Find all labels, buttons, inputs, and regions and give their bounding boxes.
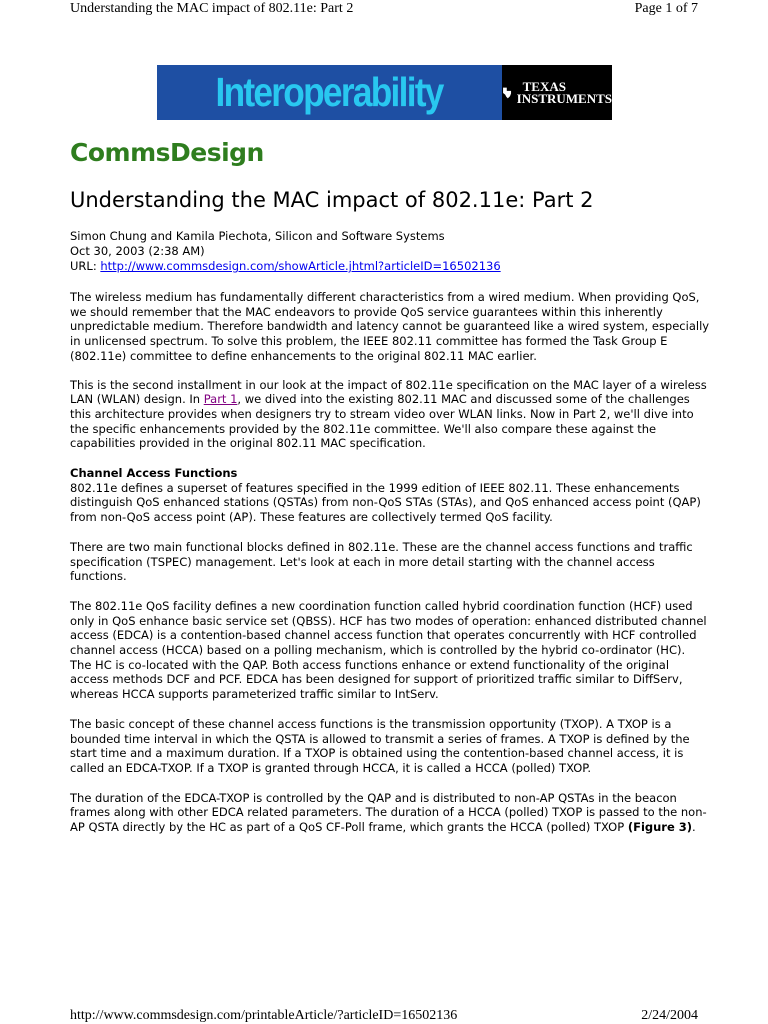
article-title: Understanding the MAC impact of 802.11e: Part 2 bbox=[70, 188, 594, 212]
advertisement-banner[interactable] bbox=[157, 65, 612, 120]
page-indicator: Page 1 of 7 bbox=[634, 1, 698, 16]
article-body bbox=[70, 290, 710, 850]
article-meta bbox=[70, 229, 710, 274]
print-date: 2/24/2004 bbox=[641, 1008, 698, 1023]
printable-url: http://www.commsdesign.com/printableArticle/?articleID=16502136 bbox=[70, 1008, 458, 1023]
article-authors: Simon Chung and Kamila Piechota, Silicon and Software Systems bbox=[70, 229, 445, 243]
sponsor-line2: INSTRUMENTS bbox=[516, 90, 612, 106]
paragraph-text: This is the second installment in our look at the impact of 802.11e specification on the MAC layer of a wireless LAN (WLAN) design. In bbox=[70, 377, 707, 407]
ad-interoperability[interactable] bbox=[157, 65, 502, 120]
sponsor-line1: TEXAS bbox=[522, 78, 566, 94]
part1-link[interactable]: Part 1 bbox=[203, 392, 238, 407]
paragraph-text: , we dived into the existing 802.11 MAC and discussed some of the challenges this architecture provides when designers try to stream video over WLAN links. Now in Part 2, we'll dive into the specific enhancements provided by the 802.11e committee. We'll also compare these against the capabilities provided in the original 802.11 MAC specification. bbox=[70, 392, 694, 451]
sponsor-logo[interactable] bbox=[502, 65, 612, 120]
page-header bbox=[70, 0, 698, 18]
paragraph-intro: The wireless medium has fundamentally different characteristics from a wired medium. When providing QoS, we should remember that the MAC endeavors to provide QoS service guarantees within this inherently unpredictable medium. Therefore bandwidth and latency cannot be guaranteed like a wired system, especially in unlicensed spectrum. To solve this problem, the IEEE 802.11 committee has formed the Task Group E (802.11e) committee to define enhancements to the original 802.11 MAC earlier. bbox=[70, 290, 710, 363]
site-logo[interactable]: CommsDesign bbox=[70, 138, 264, 167]
article-url-row bbox=[70, 259, 710, 274]
figure-reference: (Figure 3) bbox=[627, 820, 693, 835]
paragraph-edca-txop bbox=[70, 791, 710, 835]
paragraph-text: . bbox=[692, 820, 696, 835]
paragraph-hcf: The 802.11e QoS facility defines a new coordination function called hybrid coordination function (HCF) used only in QoS enhance basic service set (QBSS). HCF has two modes of operation: enhanced distributed channel access (EDCA) is a contention-based channel access function that operates concurrently with HCF controlled channel access (HCCA) based on a polling mechanism, which is controlled by the hybrid co-ordinator (HC). The HC is co-located with the QAP. Both access functions enhance or extend functionality of the original access methods DCF and PCF. EDCA has been designed for support of prioritized traffic similar to DiffServ, whereas HCCA supports parameterized traffic similar to IntServ. bbox=[70, 598, 707, 702]
paragraph-text: 802.11e defines a superset of features specified in the 1999 edition of IEEE 802.11. These enhancements distinguish QoS enhanced stations (QSTAs) from non-QoS STAs (STAs), and QoS enhanced access point (QAP) from non-QoS access point (AP). These features are collectively termed QoS facility. bbox=[70, 480, 701, 525]
paragraph-functional-blocks: There are two main functional blocks defined in 802.11e. These are the channel access functions and traffic specification (TSPEC) management. Let's look at each in more detail starting with the channel access functions. bbox=[70, 539, 693, 584]
texas-state-icon bbox=[502, 82, 513, 104]
sponsor-name bbox=[516, 78, 612, 106]
paragraph-channel-access bbox=[70, 466, 710, 525]
section-heading: Channel Access Functions bbox=[70, 466, 238, 481]
header-doc-title: Understanding the MAC impact of 802.11e: Part 2 bbox=[70, 1, 354, 16]
article-date: Oct 30, 2003 (2:38 AM) bbox=[70, 244, 205, 258]
article-url-link[interactable]: http://www.commsdesign.com/showArticle.jhtml?articleID=16502136 bbox=[100, 259, 501, 273]
paragraph-txop: The basic concept of these channel access functions is the transmission opportunity (TXOP). A TXOP is a bounded time interval in which the QSTA is allowed to transmit a series of frames. A TXOP is defined by the start time and a maximum duration. If a TXOP is obtained using the contention-based channel access, it is called an EDCA-TXOP. If a TXOP is granted through HCCA, it is called a HCCA (polled) TXOP. bbox=[70, 716, 690, 775]
url-label: URL: bbox=[70, 259, 97, 273]
paragraph-installment bbox=[70, 378, 710, 452]
ad-text: Interoperability bbox=[215, 69, 444, 115]
paragraph-text: The duration of the EDCA-TXOP is controlled by the QAP and is distributed to non-AP QSTAs in the beacon frames along with other EDCA related parameters. The duration of a HCCA (polled) TXOP is passed to the non-AP QSTA directly by the HC as part of a QoS CF-Poll frame, which grants the HCCA (polled) TXOP bbox=[70, 790, 707, 835]
page-footer bbox=[70, 1008, 698, 1024]
